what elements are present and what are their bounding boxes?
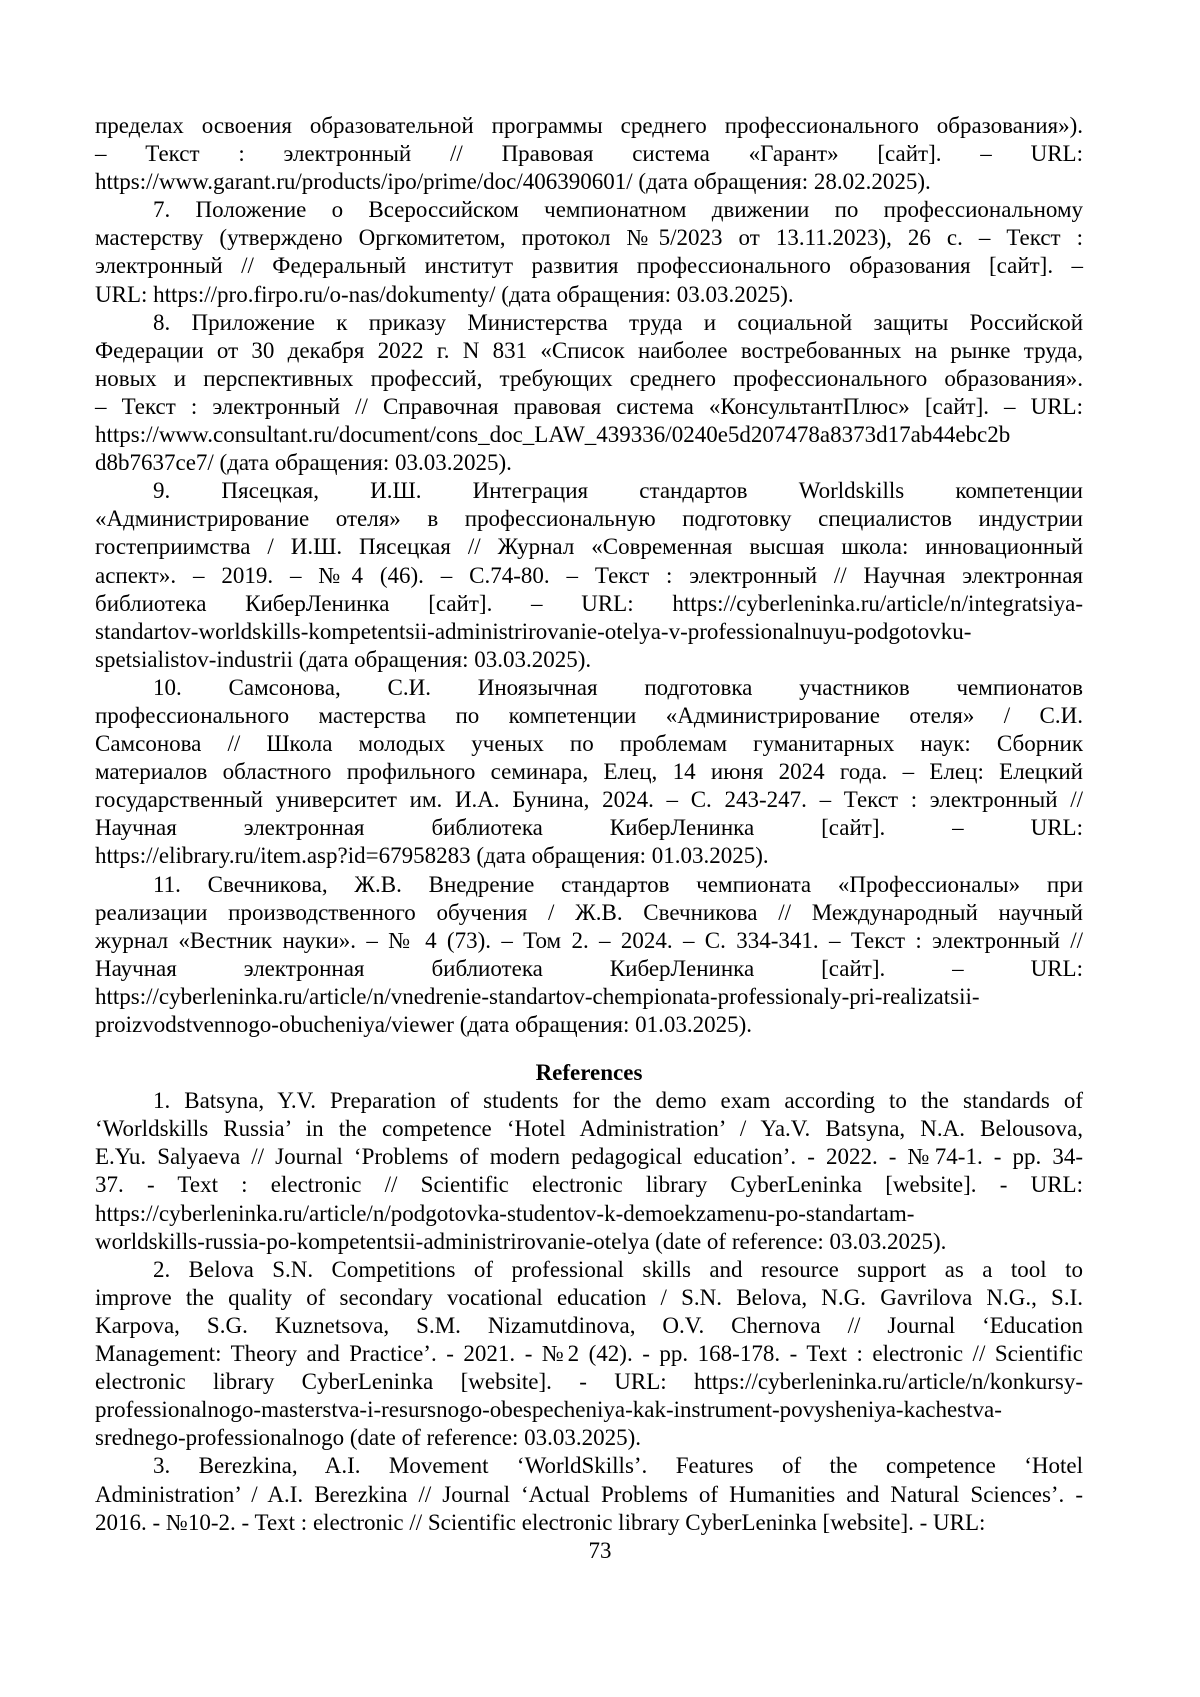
reference-item-8 [95, 309, 1083, 478]
text-line: Федерации от 30 декабря 2022 г. N 831 «Список наиболее востребованных на рынке труда, [95, 337, 1083, 363]
text-line: https://www.garant.ru/products/ipo/prime/doc/406390601/ (дата обращения: 28.02.2025). [95, 169, 931, 195]
text-line: 11. Свечникова, Ж.В. Внедрение стандартов чемпионата «Профессионалы» при [153, 871, 1083, 897]
reference-item-en-3 [95, 1452, 1083, 1536]
document-body [95, 112, 1083, 1537]
text-line: 2016. - №10-2. - Text : electronic // Scientific electronic library CyberLeninka [website]. - URL: [95, 1509, 986, 1535]
text-line: E.Yu. Salyaeva // Journal ‘Problems of modern pedagogical education’. - 2022. - №74-1. - pp. 34- [95, 1144, 1083, 1170]
text-line: ‘Worldskills Russia’ in the competence ‘Hotel Administration’ / Ya.V. Batsyna, N.A. Belousova, [95, 1116, 1083, 1142]
text-line: d8b7637ce7/ (дата обращения: 03.03.2025). [95, 450, 512, 476]
text-line: профессионального мастерства по компетенции «Администрирование отеля» / С.И. [95, 702, 1083, 728]
text-line: srednego-professionalnogo (date of reference: 03.03.2025). [95, 1425, 642, 1451]
text-line: URL: https://pro.firpo.ru/o-nas/dokumenty/ (дата обращения: 03.03.2025). [95, 281, 794, 307]
reference-item-en-2 [95, 1256, 1083, 1453]
reference-item-6-continuation [95, 112, 1083, 196]
text-line: 37. - Text : electronic // Scientific electronic library CyberLeninka [website]. - URL: [95, 1172, 1083, 1198]
text-line: электронный // Федеральный институт развития профессионального образования [сайт]. – [95, 253, 1083, 279]
text-line: 8. Приложение к приказу Министерства труда и социальной защиты Российской [153, 309, 1083, 335]
text-line: https://www.consultant.ru/document/cons_doc_LAW_439336/0240e5d207478a8373d17ab44ebc2b [95, 422, 1011, 448]
text-line: Administration’ / A.I. Berezkina // Journal ‘Actual Problems of Humanities and Natural Sciences’. - [95, 1481, 1083, 1507]
text-line: 2. Belova S.N. Competitions of professional skills and resource support as a tool to [153, 1256, 1083, 1282]
text-line: мастерству (утверждено Оргкомитетом, протокол №5/2023 от 13.11.2023), 26 с. – Текст : [95, 225, 1083, 251]
text-line: «Администрирование отеля» в профессиональную подготовку специалистов индустрии [95, 506, 1083, 532]
text-line: Научная электронная библиотека КиберЛенинка [сайт]. – URL: [95, 955, 1083, 981]
text-line: журнал «Вестник науки». – № 4 (73). – Том 2. – 2024. – С. 334-341. – Текст : электронный // [95, 927, 1083, 953]
text-line: материалов областного профильного семинара, Елец, 14 июня 2024 года. – Елец: Елецкий [95, 759, 1083, 785]
text-line: standartov-worldskills-kompetentsii-administrirovanie-otelya-v-professionalnuyu-podgotovku- [95, 618, 972, 644]
text-line: библиотека КиберЛенинка [сайт]. – URL: https://cyberleninka.ru/article/n/integratsiya- [95, 590, 1083, 616]
text-line: 9. Пясецкая, И.Ш. Интеграция стандартов Worldskills компетенции [153, 478, 1083, 504]
text-line: Самсонова // Школа молодых ученых по проблемам гуманитарных наук: Сборник [95, 731, 1083, 757]
text-line: – Текст : электронный // Правовая система «Гарант» [сайт]. – URL: [95, 141, 1083, 167]
text-line: – Текст : электронный // Справочная правовая система «КонсультантПлюс» [сайт]. – URL: [95, 393, 1083, 419]
text-line: proizvodstvennogo-obucheniya/viewer (дата обращения: 01.03.2025). [95, 1012, 753, 1037]
reference-item-7 [95, 196, 1083, 308]
text-line: worldskills-russia-po-kompetentsii-administrirovanie-otelya (date of reference: 03.03.2025). [95, 1228, 947, 1254]
text-line: реализации производственного обучения / Ж.В. Свечникова // Международный научный [95, 899, 1083, 925]
references-heading: References [535, 1060, 643, 1086]
reference-item-en-1 [95, 1087, 1083, 1256]
text-line: 3. Berezkina, A.I. Movement ‘WorldSkills’. Features of the competence ‘Hotel [153, 1453, 1083, 1479]
reference-item-9 [95, 477, 1083, 674]
reference-item-10 [95, 674, 1083, 871]
text-line: professionalnogo-masterstva-i-resursnogo-obespecheniya-kak-instrument-povysheniya-kachestva- [95, 1397, 1002, 1423]
page-number: 73 [588, 1537, 612, 1563]
text-line: spetsialistov-industrii (дата обращения: 03.03.2025). [95, 646, 592, 672]
text-line: пределах освоения образовательной программы среднего профессионального образования»). [95, 113, 1083, 138]
text-line: Karpova, S.G. Kuznetsova, S.M. Nizamutdinova, O.V. Chernova // Journal ‘Education [95, 1312, 1083, 1338]
text-line: аспект». – 2019. – №4 (46). – С.74-80. – Текст : электронный // Научная электронная [95, 562, 1083, 588]
text-line: improve the quality of secondary vocational education / S.N. Belova, N.G. Gavrilova N.G., S.I. [95, 1284, 1083, 1310]
text-line: Management: Theory and Practice’. - 2021. - №2 (42). - pp. 168-178. - Text : electronic // Scientific [95, 1341, 1083, 1367]
text-line: electronic library CyberLeninka [website]. - URL: https://cyberleninka.ru/article/n/konkursy- [95, 1369, 1083, 1395]
text-line: 1. Batsyna, Y.V. Preparation of students for the demo exam according to the standards of [153, 1088, 1083, 1114]
text-line: 10. Самсонова, С.И. Иноязычная подготовка участников чемпионатов [153, 674, 1083, 700]
reference-item-11 [95, 871, 1083, 1040]
text-line: https://elibrary.ru/item.asp?id=67958283 (дата обращения: 01.03.2025). [95, 843, 769, 869]
text-line: 7. Положение о Всероссийском чемпионатном движении по профессиональному [153, 197, 1083, 223]
text-line: https://cyberleninka.ru/article/n/podgotovka-studentov-k-demoekzamenu-po-standartam- [95, 1200, 915, 1226]
text-line: https://cyberleninka.ru/article/n/vnedrenie-standartov-chempionata-professionaly-pri-realizatsii- [95, 983, 980, 1009]
text-line: гостеприимства / И.Ш. Пясецкая // Журнал «Современная высшая школа: инновационный [95, 534, 1083, 560]
text-line: новых и перспективных профессий, требующих среднего профессионального образования». [95, 365, 1083, 391]
text-line: Научная электронная библиотека КиберЛенинка [сайт]. – URL: [95, 815, 1083, 841]
text-line: государственный университет им. И.А. Бунина, 2024. – С. 243-247. – Текст : электронный // [95, 787, 1083, 813]
